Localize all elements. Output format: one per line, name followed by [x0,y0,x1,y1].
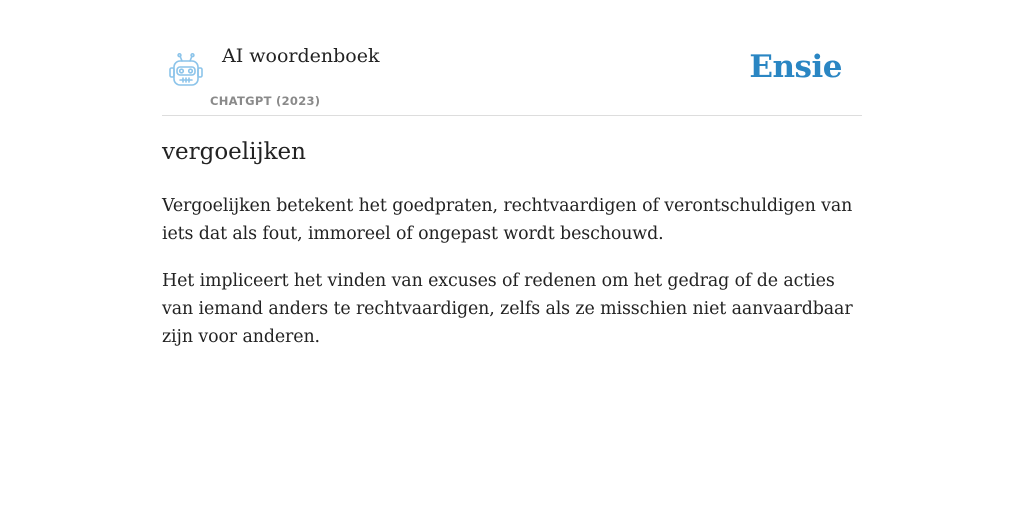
brand-logo[interactable]: Ensie [749,49,842,85]
definition-paragraph: Vergoelijken betekent het goedpraten, rechtvaardigen of verontschuldigen van iets dat als fout, immoreel of ongepast wordt beschouwd. [162,196,853,244]
header [162,0,862,116]
source-label: CHATGPT (2023) [210,94,321,108]
definition-paragraph: Het impliceert het vinden van excuses of redenen om het gedrag of de acties van iemand anders te rechtvaardigen, zelfs als ze misschien niet aanvaardbaar zijn voor anderen. [162,271,853,347]
site-title[interactable]: AI woordenboek [222,45,380,67]
robot-icon [166,52,206,90]
entry-term: vergoelijken [162,139,306,165]
page-content [162,0,862,347]
